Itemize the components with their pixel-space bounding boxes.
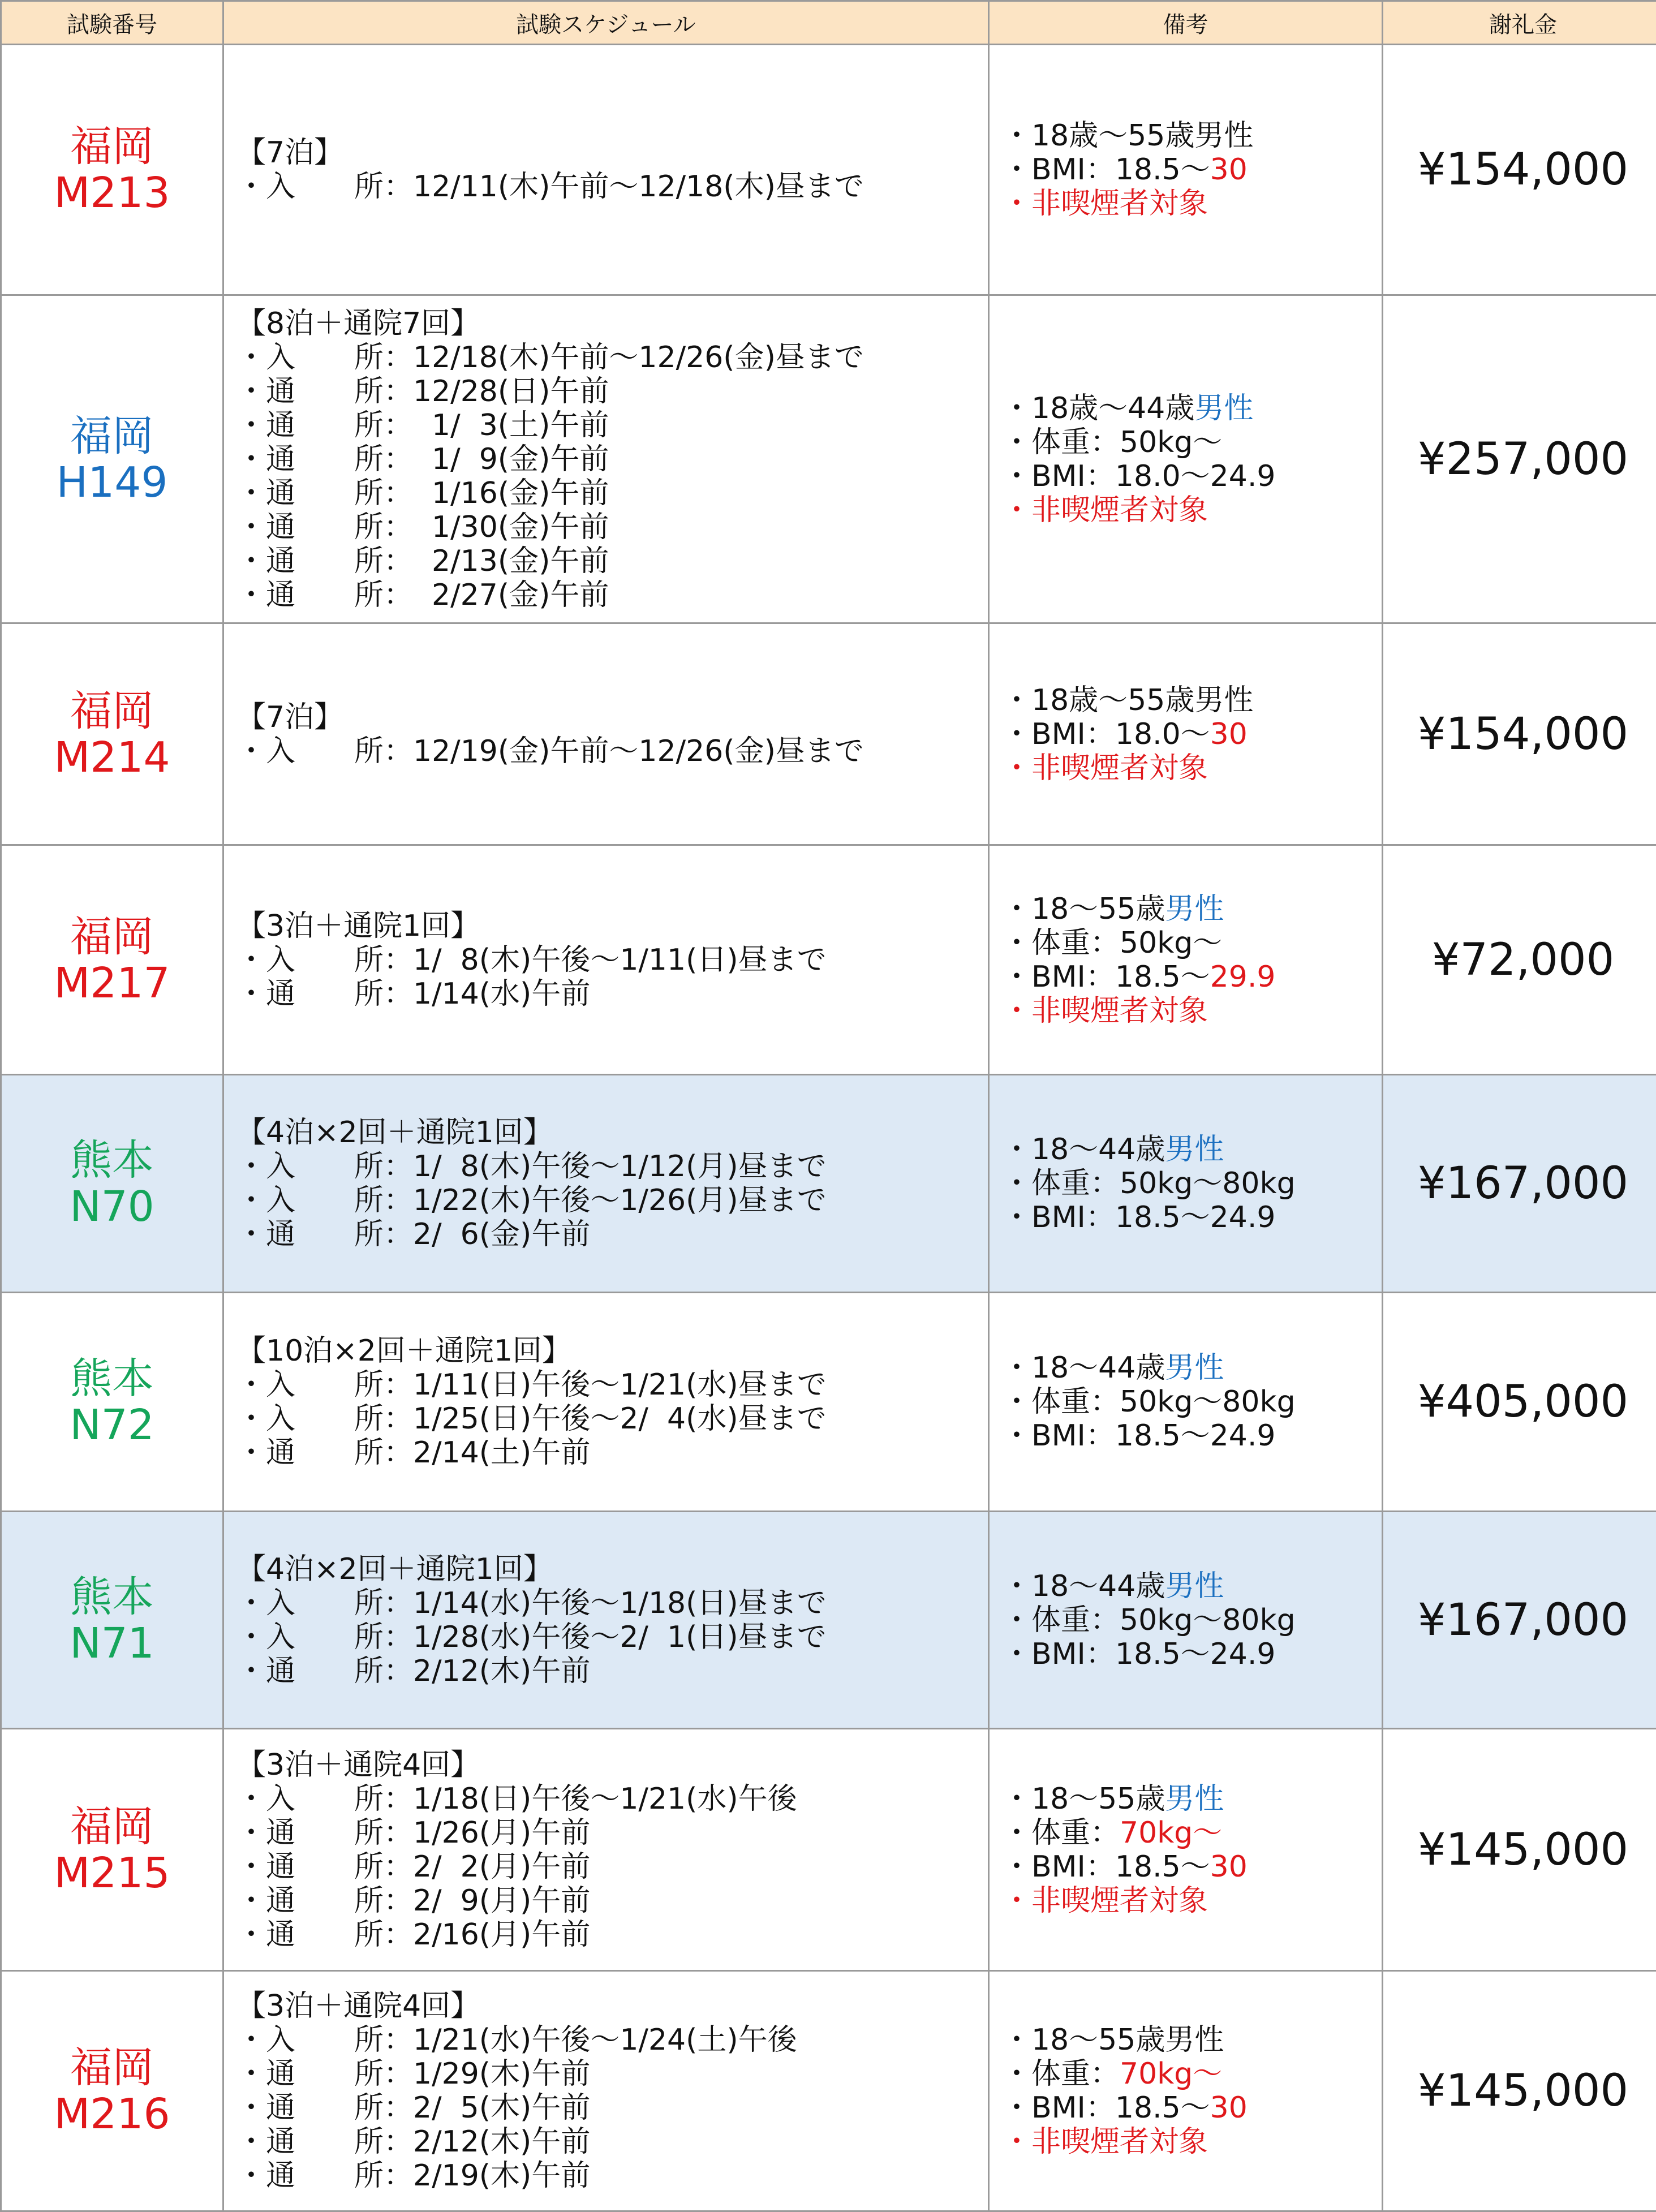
schedule-line: ・通 所：12/28(日)午前 bbox=[236, 375, 988, 408]
note-line bbox=[1002, 1637, 1382, 1671]
note-line bbox=[1002, 1167, 1382, 1200]
trial-code: N71 bbox=[2, 1620, 222, 1667]
notes-cell bbox=[989, 1293, 1383, 1512]
schedule-cell bbox=[223, 1512, 989, 1729]
note-line bbox=[1002, 187, 1382, 221]
note-line bbox=[1002, 459, 1382, 493]
fee-cell: ¥154,000 bbox=[1383, 45, 1656, 295]
schedule-line: ・通 所：2/ 6(金)午前 bbox=[236, 1217, 988, 1251]
table-row bbox=[1, 1293, 1656, 1512]
trial-code: M214 bbox=[2, 734, 222, 781]
schedule-title: 【4泊×2回＋通院1回】 bbox=[236, 1552, 988, 1586]
schedule-line: ・通 所：1/14(水)午前 bbox=[236, 977, 988, 1011]
note-highlight: 30 bbox=[1210, 717, 1248, 751]
schedule-line: ・通 所： 1/ 9(金)午前 bbox=[236, 442, 988, 476]
note-text: ・18～44歳 bbox=[1002, 1133, 1165, 1167]
schedule-line: ・入 所：1/ 8(木)午後～1/12(月)昼まで bbox=[236, 1150, 988, 1184]
schedule-title: 【8泊＋通院7回】 bbox=[236, 307, 988, 341]
note-line bbox=[1002, 153, 1382, 187]
notes-cell bbox=[989, 295, 1383, 623]
note-text: ・体重： bbox=[1002, 1816, 1120, 1850]
note-text: ・BMI：18.5～24.9 bbox=[1002, 1419, 1275, 1453]
note-line bbox=[1002, 1884, 1382, 1918]
note-line bbox=[1002, 2091, 1382, 2125]
notes-cell bbox=[989, 45, 1383, 295]
table-row bbox=[1, 623, 1656, 845]
schedule-cell bbox=[223, 1293, 989, 1512]
table-row bbox=[1, 45, 1656, 295]
header-id: 試験番号 bbox=[1, 1, 223, 45]
schedule-line: ・入 所：1/25(日)午後～2/ 4(水)昼まで bbox=[236, 1402, 988, 1436]
note-line bbox=[1002, 391, 1382, 425]
notes-cell bbox=[989, 1971, 1383, 2211]
note-highlight: 30 bbox=[1210, 153, 1248, 187]
note-highlight: 70kg～ bbox=[1120, 1816, 1222, 1850]
note-line bbox=[1002, 425, 1382, 459]
note-line bbox=[1002, 1850, 1382, 1884]
note-text: ・体重：50kg～80kg bbox=[1002, 1167, 1296, 1200]
trial-code: M217 bbox=[2, 960, 222, 1006]
schedule-line: ・入 所：1/28(水)午後～2/ 1(日)昼まで bbox=[236, 1620, 988, 1654]
schedule-line: ・入 所：12/19(金)午前～12/26(金)昼まで bbox=[236, 734, 988, 768]
location-label: 熊本 bbox=[2, 1355, 222, 1402]
note-highlight: ・非喫煙者対象 bbox=[1002, 994, 1208, 1028]
note-text: ・BMI：18.5～24.9 bbox=[1002, 1200, 1275, 1234]
schedule-line: ・通 所：2/16(月)午前 bbox=[236, 1918, 988, 1952]
note-highlight: 男性 bbox=[1165, 1782, 1224, 1816]
note-line bbox=[1002, 1782, 1382, 1816]
note-line bbox=[1002, 1200, 1382, 1234]
notes-cell bbox=[989, 1075, 1383, 1293]
note-highlight: 29.9 bbox=[1210, 960, 1276, 994]
trial-id-cell bbox=[1, 45, 223, 295]
note-highlight: ・非喫煙者対象 bbox=[1002, 751, 1208, 785]
note-line bbox=[1002, 1569, 1382, 1603]
note-line bbox=[1002, 2125, 1382, 2159]
note-line bbox=[1002, 2057, 1382, 2091]
location-label: 福岡 bbox=[2, 688, 222, 734]
table-row bbox=[1, 1512, 1656, 1729]
trial-id-cell bbox=[1, 845, 223, 1075]
trial-code: M215 bbox=[2, 1850, 222, 1896]
note-text: ・18～55歳 bbox=[1002, 892, 1165, 926]
location-label: 福岡 bbox=[2, 1804, 222, 1850]
schedule-cell bbox=[223, 1971, 989, 2211]
schedule-title: 【3泊＋通院4回】 bbox=[236, 1989, 988, 2023]
note-highlight: ・非喫煙者対象 bbox=[1002, 2125, 1208, 2159]
schedule-line: ・入 所：1/22(木)午後～1/26(月)昼まで bbox=[236, 1184, 988, 1217]
header-row bbox=[1, 1, 1656, 45]
trial-id-cell bbox=[1, 623, 223, 845]
note-highlight: ・非喫煙者対象 bbox=[1002, 1884, 1208, 1918]
note-highlight: 男性 bbox=[1194, 391, 1253, 425]
schedule-line: ・通 所：2/ 9(月)午前 bbox=[236, 1884, 988, 1918]
note-highlight: 男性 bbox=[1165, 1351, 1224, 1385]
fee-cell: ¥145,000 bbox=[1383, 1971, 1656, 2211]
note-line bbox=[1002, 926, 1382, 960]
note-highlight: 30 bbox=[1210, 2091, 1248, 2125]
note-text: ・BMI：18.0～24.9 bbox=[1002, 459, 1275, 493]
fee-cell: ¥257,000 bbox=[1383, 295, 1656, 623]
note-text: ・体重：50kg～80kg bbox=[1002, 1385, 1296, 1419]
trial-code: H149 bbox=[2, 459, 222, 506]
schedule-line: ・通 所： 2/13(金)午前 bbox=[236, 544, 988, 578]
schedule-line: ・通 所：1/29(木)午前 bbox=[236, 2057, 988, 2091]
schedule-line: ・通 所： 1/16(金)午前 bbox=[236, 476, 988, 510]
note-highlight: ・非喫煙者対象 bbox=[1002, 493, 1208, 527]
note-text: ・18～44歳 bbox=[1002, 1569, 1165, 1603]
table-row bbox=[1, 845, 1656, 1075]
note-highlight: 男性 bbox=[1165, 892, 1224, 926]
schedule-cell bbox=[223, 295, 989, 623]
schedule-line: ・通 所：2/19(木)午前 bbox=[236, 2159, 988, 2193]
note-highlight: 70kg～ bbox=[1120, 2057, 1222, 2091]
note-line bbox=[1002, 751, 1382, 785]
location-label: 福岡 bbox=[2, 123, 222, 170]
trial-id-cell bbox=[1, 1971, 223, 2211]
note-line bbox=[1002, 2023, 1382, 2057]
note-line bbox=[1002, 1603, 1382, 1637]
schedule-line: ・通 所：2/ 2(月)午前 bbox=[236, 1850, 988, 1884]
note-text: ・BMI：18.5～ bbox=[1002, 1850, 1210, 1884]
schedule-line: ・入 所：1/18(日)午後～1/21(水)午後 bbox=[236, 1782, 988, 1816]
note-highlight: 男性 bbox=[1165, 1569, 1224, 1603]
table-row bbox=[1, 1971, 1656, 2211]
schedule-cell bbox=[223, 1075, 989, 1293]
table-row bbox=[1, 1729, 1656, 1971]
location-label: 熊本 bbox=[2, 1574, 222, 1620]
schedule-line: ・通 所：1/26(月)午前 bbox=[236, 1816, 988, 1850]
notes-cell bbox=[989, 623, 1383, 845]
schedule-title: 【7泊】 bbox=[236, 700, 988, 734]
note-line bbox=[1002, 119, 1382, 153]
note-line bbox=[1002, 493, 1382, 527]
location-label: 福岡 bbox=[2, 2045, 222, 2091]
fee-cell: ¥154,000 bbox=[1383, 623, 1656, 845]
location-label: 熊本 bbox=[2, 1137, 222, 1184]
table-row bbox=[1, 1075, 1656, 1293]
note-text: ・体重：50kg～ bbox=[1002, 425, 1222, 459]
note-text: ・BMI：18.5～ bbox=[1002, 2091, 1210, 2125]
location-label: 福岡 bbox=[2, 413, 222, 459]
trial-code: N70 bbox=[2, 1184, 222, 1230]
note-line bbox=[1002, 1133, 1382, 1167]
note-line bbox=[1002, 717, 1382, 751]
trial-id-cell bbox=[1, 295, 223, 623]
notes-cell bbox=[989, 1512, 1383, 1729]
schedule-title: 【10泊×2回＋通院1回】 bbox=[236, 1334, 988, 1368]
location-label: 福岡 bbox=[2, 914, 222, 960]
schedule-line: ・入 所：12/18(木)午前～12/26(金)昼まで bbox=[236, 341, 988, 375]
note-text: ・体重：50kg～80kg bbox=[1002, 1603, 1296, 1637]
note-line bbox=[1002, 994, 1382, 1028]
header-notes: 備考 bbox=[989, 1, 1383, 45]
trial-id-cell bbox=[1, 1075, 223, 1293]
notes-cell bbox=[989, 845, 1383, 1075]
schedule-title: 【3泊＋通院4回】 bbox=[236, 1748, 988, 1782]
note-text: ・BMI：18.0～ bbox=[1002, 717, 1210, 751]
trial-id-cell bbox=[1, 1512, 223, 1729]
header-schedule: 試験スケジュール bbox=[223, 1, 989, 45]
note-line bbox=[1002, 892, 1382, 926]
note-text: ・BMI：18.5～ bbox=[1002, 153, 1210, 187]
trial-id-cell bbox=[1, 1729, 223, 1971]
note-line bbox=[1002, 683, 1382, 717]
schedule-cell bbox=[223, 45, 989, 295]
table-row bbox=[1, 295, 1656, 623]
note-line bbox=[1002, 1816, 1382, 1850]
note-text: ・18歳～55歳男性 bbox=[1002, 683, 1253, 717]
note-text: ・18歳～44歳 bbox=[1002, 391, 1194, 425]
header-fee: 謝礼金 bbox=[1383, 1, 1656, 45]
schedule-line: ・通 所： 2/27(金)午前 bbox=[236, 578, 988, 612]
schedule-title: 【7泊】 bbox=[236, 136, 988, 170]
schedule-line: ・通 所：2/ 5(木)午前 bbox=[236, 2091, 988, 2125]
note-line bbox=[1002, 1419, 1382, 1453]
fee-cell: ¥167,000 bbox=[1383, 1512, 1656, 1729]
note-text: ・BMI：18.5～ bbox=[1002, 960, 1210, 994]
note-text: ・18～44歳 bbox=[1002, 1351, 1165, 1385]
schedule-cell bbox=[223, 845, 989, 1075]
note-line bbox=[1002, 960, 1382, 994]
schedule-line: ・入 所：1/21(水)午後～1/24(土)午後 bbox=[236, 2023, 988, 2057]
fee-cell: ¥72,000 bbox=[1383, 845, 1656, 1075]
notes-cell bbox=[989, 1729, 1383, 1971]
note-text: ・18～55歳男性 bbox=[1002, 2023, 1224, 2057]
fee-cell: ¥167,000 bbox=[1383, 1075, 1656, 1293]
note-text: ・体重： bbox=[1002, 2057, 1120, 2091]
fee-cell: ¥145,000 bbox=[1383, 1729, 1656, 1971]
schedule-cell bbox=[223, 623, 989, 845]
schedule-line: ・入 所：1/14(水)午後～1/18(日)昼まで bbox=[236, 1586, 988, 1620]
note-text: ・BMI：18.5～24.9 bbox=[1002, 1637, 1275, 1671]
schedule-line: ・通 所： 1/30(金)午前 bbox=[236, 510, 988, 544]
schedule-line: ・入 所：12/11(木)午前～12/18(木)昼まで bbox=[236, 170, 988, 204]
trial-code: M216 bbox=[2, 2091, 222, 2137]
schedule-line: ・通 所：2/12(木)午前 bbox=[236, 2125, 988, 2159]
note-text: ・18～55歳 bbox=[1002, 1782, 1165, 1816]
note-highlight: ・非喫煙者対象 bbox=[1002, 187, 1208, 221]
schedule-line: ・通 所：2/14(土)午前 bbox=[236, 1436, 988, 1470]
note-line bbox=[1002, 1385, 1382, 1419]
schedule-cell bbox=[223, 1729, 989, 1971]
note-highlight: 男性 bbox=[1165, 1133, 1224, 1167]
schedule-title: 【3泊＋通院1回】 bbox=[236, 909, 988, 943]
fee-cell: ¥405,000 bbox=[1383, 1293, 1656, 1512]
note-line bbox=[1002, 1351, 1382, 1385]
trial-code: M213 bbox=[2, 170, 222, 216]
note-highlight: 30 bbox=[1210, 1850, 1248, 1884]
trial-id-cell bbox=[1, 1293, 223, 1512]
schedule-line: ・入 所：1/11(日)午後～1/21(水)昼まで bbox=[236, 1368, 988, 1402]
schedule-line: ・通 所：2/12(木)午前 bbox=[236, 1654, 988, 1688]
schedule-line: ・通 所： 1/ 3(土)午前 bbox=[236, 408, 988, 442]
schedule-title: 【4泊×2回＋通院1回】 bbox=[236, 1116, 988, 1150]
trial-code: N72 bbox=[2, 1402, 222, 1448]
note-text: ・18歳～55歳男性 bbox=[1002, 119, 1253, 153]
schedule-line: ・入 所：1/ 8(木)午後～1/11(日)昼まで bbox=[236, 943, 988, 977]
note-text: ・体重：50kg～ bbox=[1002, 926, 1222, 960]
